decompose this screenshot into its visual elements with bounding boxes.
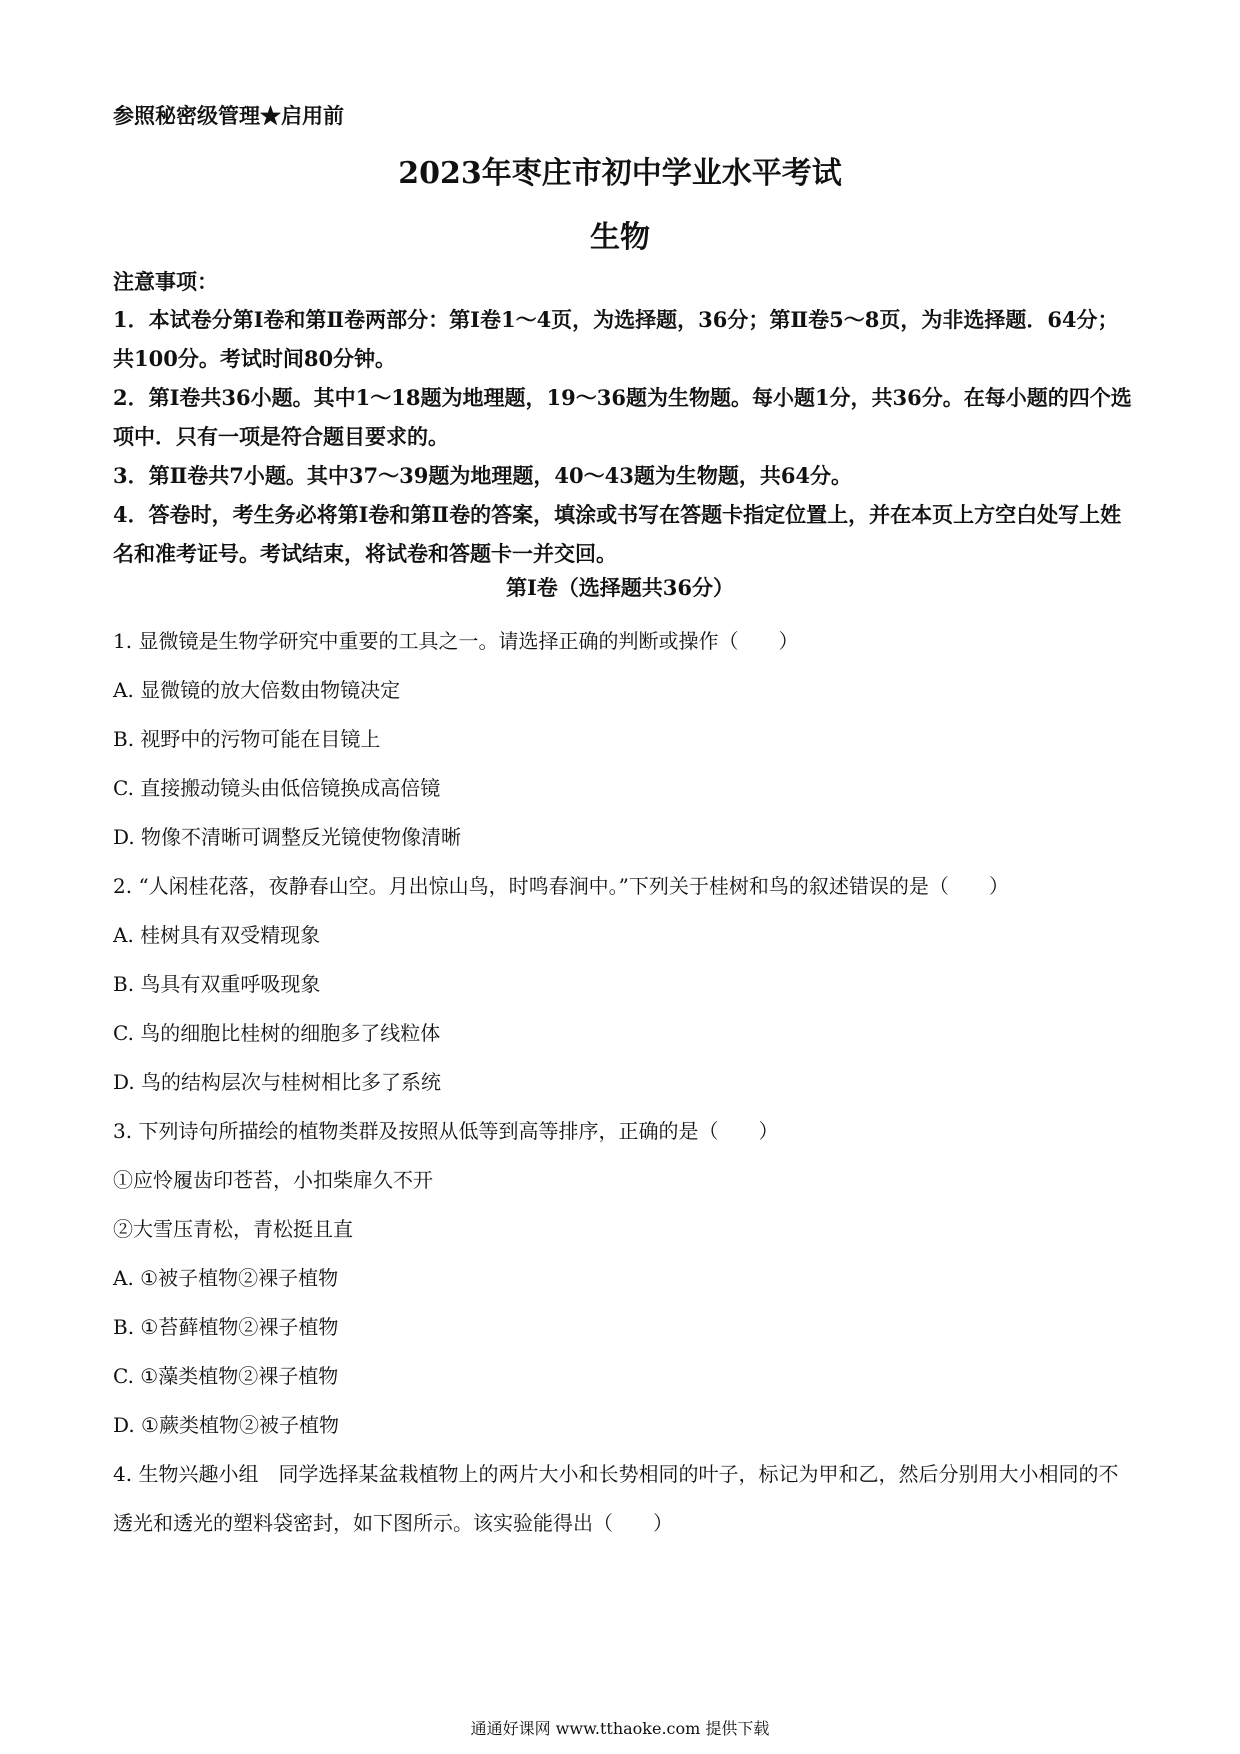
question-3-option-a: A. ①被子植物②裸子植物 — [113, 1266, 339, 1290]
question-3-option-c: C. ①藻类植物②裸子植物 — [113, 1364, 339, 1388]
question-2-option-d: D. 鸟的结构层次与桂树相比多了系统 — [113, 1070, 442, 1094]
section-title: 第Ⅰ卷（选择题共36分） — [505, 575, 735, 600]
question-3-stem: 3. 下列诗句所描绘的植物类群及按照从低等到高等排序，正确的是（ ） — [113, 1119, 779, 1143]
question-1-option-d: D. 物像不清晰可调整反光镜使物像清晰 — [113, 825, 462, 849]
notes-title: 注意事项： — [113, 269, 218, 294]
question-3-option-d: D. ①蕨类植物②被子植物 — [113, 1413, 339, 1437]
note-item-3: 3．第Ⅱ卷共7小题。其中37～39题为地理题，40～43题为生物题，共64分。 — [113, 463, 853, 488]
note-item-2: 2．第Ⅰ卷共36小题。其中1～18题为地理题，19～36题为生物题。每小题1分，共36分。在每小题的四个选项中．只有一项是符合题目要求的。 — [113, 385, 1132, 449]
question-2-option-a: A. 桂树具有双受精现象 — [113, 923, 321, 947]
secrecy-note: 参照秘密级管理★启用前 — [113, 103, 344, 128]
notes-section — [113, 264, 1133, 573]
subject-title: 生物 — [590, 220, 650, 255]
question-2-stem: 2. “人闲桂花落，夜静春山空。月出惊山鸟，时鸣春涧中。”下列关于桂树和鸟的叙述错误的是（ ） — [113, 874, 1009, 898]
question-1-stem: 1. 显微镜是生物学研究中重要的工具之一。请选择正确的判断或操作（ ） — [113, 629, 799, 653]
exam-title: 2023年枣庄市初中学业水平考试 — [398, 156, 842, 191]
question-3-option-b: B. ①苔藓植物②裸子植物 — [113, 1315, 339, 1339]
question-3-verse-2: ②大雪压青松，青松挺且直 — [113, 1217, 353, 1241]
question-1-option-a: A. 显微镜的放大倍数由物镜决定 — [113, 678, 401, 702]
question-1-option-c: C. 直接搬动镜头由低倍镜换成高倍镜 — [113, 776, 441, 800]
question-4-stem: 4. 生物兴趣小组 同学选择某盆栽植物上的两片大小和长势相同的叶子，标记为甲和乙，然后分别用大小相同的不透光和透光的塑料袋密封，如下图所示。该实验能得出（ ） — [113, 1462, 1119, 1535]
note-item-4: 4．答卷时，考生务必将第Ⅰ卷和第Ⅱ卷的答案，填涂或书写在答题卡指定位置上，并在本页上方空白处写上姓名和准考证号。考试结束，将试卷和答题卡一并交回。 — [113, 502, 1122, 566]
footer-source: 通通好课网 www.tthaoke.com 提供下载 — [470, 1719, 770, 1738]
note-item-1: 1．本试卷分第Ⅰ卷和第Ⅱ卷两部分：第Ⅰ卷1～4页，为选择题，36分；第Ⅱ卷5～8页，为非选择题．64分；共100分。考试时间80分钟。 — [113, 307, 1119, 371]
question-3-verse-1: ①应怜履齿印苍苔，小扣柴扉久不开 — [113, 1168, 433, 1192]
question-2-option-b: B. 鸟具有双重呼吸现象 — [113, 972, 321, 996]
question-2-option-c: C. 鸟的细胞比桂树的细胞多了线粒体 — [113, 1021, 441, 1045]
questions-list — [113, 617, 1133, 1548]
question-1-option-b: B. 视野中的污物可能在目镜上 — [113, 727, 381, 751]
